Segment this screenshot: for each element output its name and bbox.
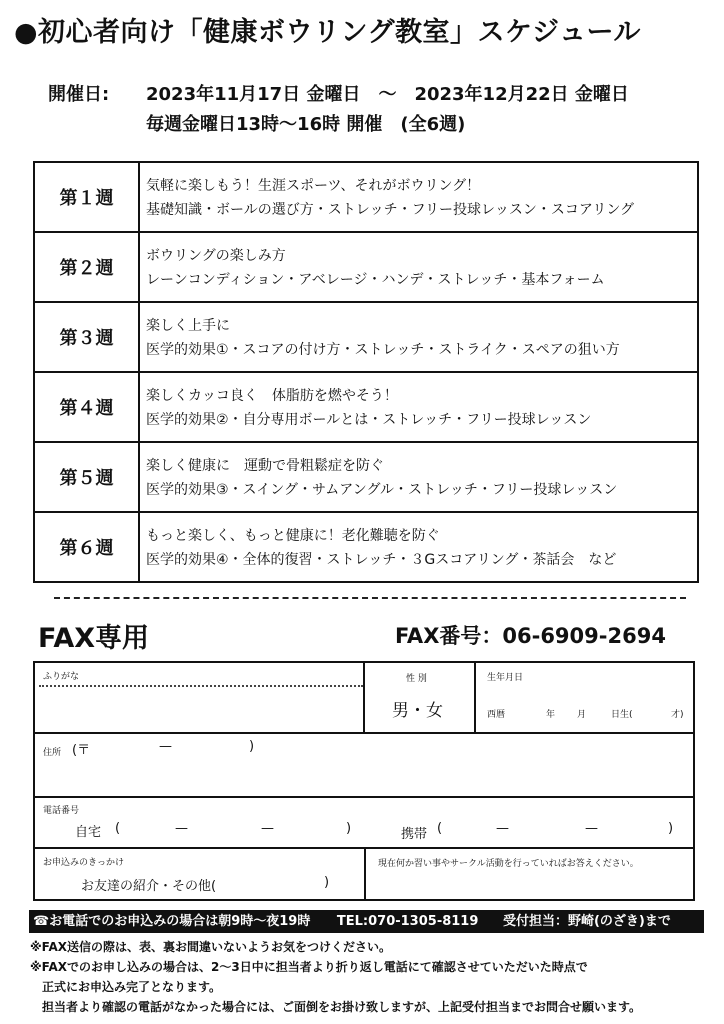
cut-line — [54, 597, 686, 599]
application-form — [33, 661, 695, 901]
address-dash: — — [159, 739, 172, 754]
schedule-row — [34, 302, 698, 372]
fax-number: FAX番号：06-6909-2694 — [395, 624, 666, 648]
fax-title: FAX専用 — [38, 623, 150, 654]
week-topics: 医学的効果③・スイング・サムアングル・ストレッチ・フリー投球レッスン — [146, 482, 618, 498]
home-paren-close: ) — [346, 821, 352, 836]
week-theme: もっと楽しく、もっと健康に！老化難聴を防ぐ — [146, 528, 440, 544]
activity-field[interactable] — [366, 849, 693, 899]
week-topics: 医学的効果④・全体的復習・ストレッチ・３Gスコアリング・茶話会 など — [146, 552, 617, 568]
schedule-row — [34, 372, 698, 442]
contact-person: 受付担当：野崎(のざき)まで — [502, 914, 671, 929]
schedule-row — [34, 442, 698, 512]
week-label: 第４週 — [34, 372, 139, 442]
furigana-label: ふりがな — [43, 672, 80, 682]
note-line: 担当者より確認の電話がなかった場合には、ご面倒をお掛け致しますが、上記受付担当までお問合せ願います。 — [30, 1000, 642, 1014]
week-label: 第５週 — [34, 442, 139, 512]
birthdate-label: 生年月日 — [487, 673, 524, 683]
week-label: 第３週 — [34, 302, 139, 372]
event-period — [48, 80, 629, 140]
note-line: ※FAXでのお申し込みの場合は、2～3日中に担当者より折り返し電話にて確認させていただいた時点で — [30, 960, 588, 974]
week-theme: 楽しく健康に 運動で骨粗鬆症を防ぐ — [146, 458, 384, 474]
address-close: ) — [249, 739, 255, 754]
note-line: 正式にお申込み完了となります。 — [30, 980, 222, 994]
schedule-table — [33, 161, 699, 583]
mobile-paren-close: ) — [668, 821, 674, 836]
phone-icon: ☎ — [33, 914, 50, 929]
birth-day: 日生( — [611, 710, 633, 720]
week-label: 第２週 — [34, 232, 139, 302]
period-dates: 2023年11月17日 金曜日 ～ 2023年12月22日 金曜日 — [146, 84, 629, 105]
home-dash-2: — — [261, 821, 274, 836]
trigger-close: ) — [324, 875, 330, 890]
period-label: 開催日: — [48, 84, 110, 105]
address-label: 住所 — [43, 748, 62, 758]
mobile-phone-field[interactable] — [395, 798, 693, 847]
address-open: (〒 — [72, 743, 91, 758]
gender-options[interactable]: 男・女 — [392, 701, 443, 721]
note-line: ※FAX送信の際は、表、裏お間違いないようお気をつけください。 — [30, 940, 392, 954]
birth-year: 年 — [546, 710, 556, 720]
week-label: 第６週 — [34, 512, 139, 582]
week-theme: 気軽に楽しもう！生涯スポーツ、それがボウリング！ — [146, 178, 481, 194]
activity-label: 現在何か習い事やサークル活動を行っていればお答えください。 — [378, 859, 639, 869]
gender-label: 性 別 — [406, 674, 427, 684]
trigger-label: お申込みのきっかけ — [43, 858, 125, 868]
week-topics: 医学的効果①・スコアの付け方・ストレッチ・ストライク・スペアの狙い方 — [146, 342, 620, 358]
week-topics: 基礎知識・ボールの選び方・ストレッチ・フリー投球レッスン・スコアリング — [146, 202, 635, 218]
mobile-label: 携帯 — [401, 827, 428, 842]
week-theme: 楽しく上手に — [146, 318, 230, 334]
period-schedule: 毎週金曜日13時～16時 開催 (全6週) — [146, 114, 466, 135]
home-label: 自宅 — [75, 825, 102, 840]
contact-bar — [29, 910, 704, 933]
mobile-dash-2: — — [585, 821, 598, 836]
trigger-options: お友達の紹介・その他( — [81, 879, 217, 894]
trigger-field[interactable] — [35, 849, 363, 899]
birth-age: 才) — [671, 710, 684, 720]
form-divider — [363, 663, 365, 732]
birth-month: 月 — [577, 710, 587, 720]
mobile-dash-1: — — [496, 821, 509, 836]
name-field[interactable] — [35, 687, 363, 732]
notes — [30, 937, 641, 1017]
home-paren-open: ( — [115, 821, 121, 836]
schedule-row — [34, 512, 698, 582]
week-topics: 医学的効果②・自分専用ボールとは・ストレッチ・フリー投球レッスン — [146, 412, 592, 428]
page-title: ●初心者向け「健康ボウリング教室」スケジュール — [14, 17, 641, 48]
contact-tel[interactable]: TEL:070-1305-8119 — [336, 914, 479, 929]
birthdate-field[interactable] — [476, 663, 693, 732]
schedule-row — [34, 232, 698, 302]
week-theme: ボウリングの楽しみ方 — [146, 248, 286, 264]
address-field[interactable] — [35, 734, 693, 796]
mobile-paren-open: ( — [437, 821, 443, 836]
week-label: 第１週 — [34, 162, 139, 232]
contact-hours: お電話でのお申込みの場合は朝9時～夜19時 — [49, 914, 311, 929]
schedule-row — [34, 162, 698, 232]
home-phone-field[interactable] — [35, 798, 385, 847]
home-dash-1: — — [175, 821, 188, 836]
phone-label: 電話番号 — [43, 806, 80, 816]
week-theme: 楽しくカッコ良く 体脂肪を燃やそう！ — [146, 388, 398, 404]
birth-era: 西暦 — [487, 710, 506, 720]
week-topics: レーンコンディション・アベレージ・ハンデ・ストレッチ・基本フォーム — [146, 272, 605, 288]
